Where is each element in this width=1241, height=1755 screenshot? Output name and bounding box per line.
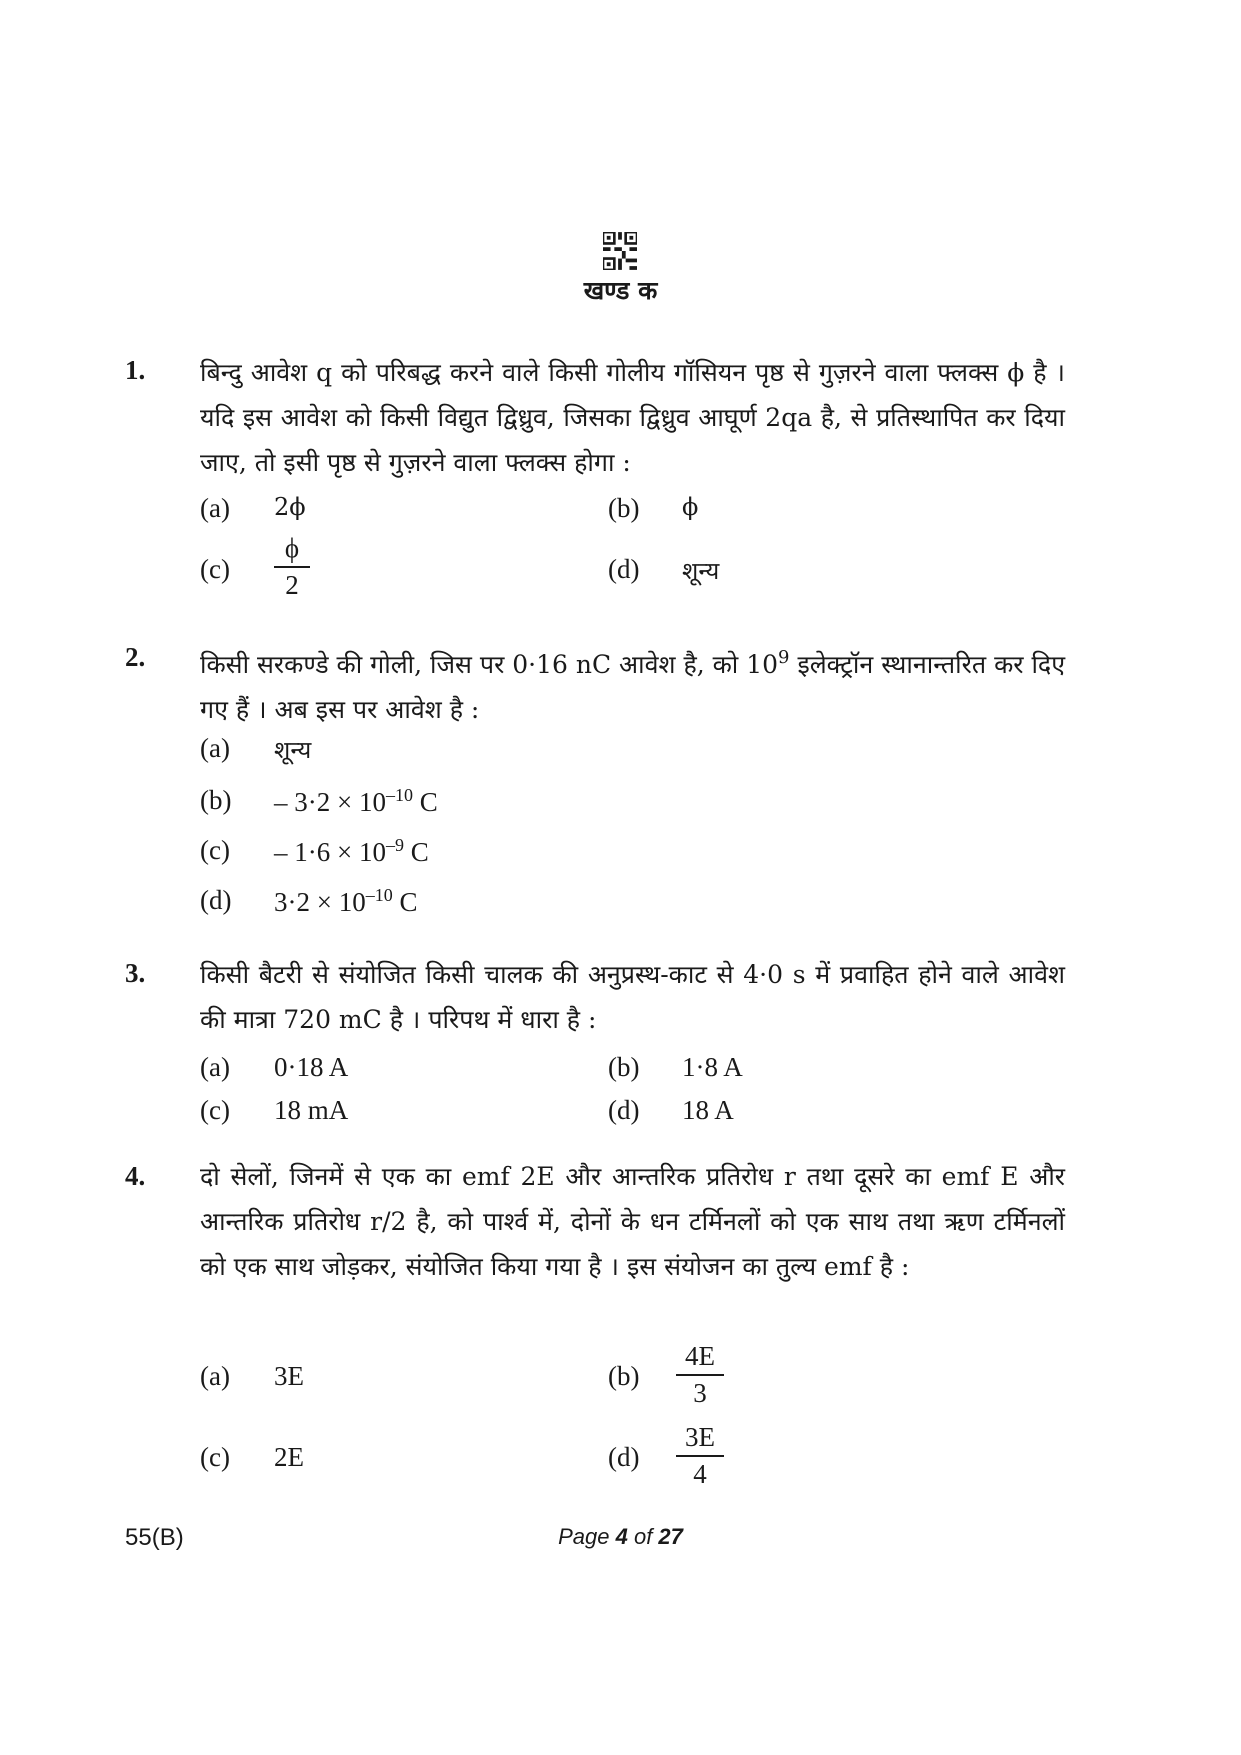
option-value: 2E <box>274 1442 304 1472</box>
fraction-numerator: 3E <box>676 1422 724 1457</box>
fraction <box>676 1422 724 1490</box>
option-value: 3E <box>274 1361 304 1391</box>
option-label: (c) <box>200 835 230 865</box>
fraction-numerator: 4E <box>676 1341 724 1376</box>
question-text-part: इलेक्ट्रॉन स्थानान्तरित कर दिए गए हैं । अब इस पर आवेश है : <box>200 650 1066 724</box>
question-text: किसी बैटरी से संयोजित किसी चालक की अनुप्रस्थ-काट से 4·0 s में प्रवाहित होने वाले आवेश की मात्रा 720 mC है । परिपथ में धारा है : <box>200 960 1065 1034</box>
option-label: (b) <box>200 785 232 815</box>
section-title: खण्ड क <box>583 276 658 305</box>
option-value: शून्य <box>274 736 312 764</box>
option-base: – 1·6 × 10 <box>274 837 386 867</box>
page-separator: of <box>627 1524 659 1549</box>
option-value: 1·8 A <box>682 1052 743 1082</box>
option-unit: C <box>392 887 418 917</box>
question-text <box>200 635 1065 732</box>
option-label: (a) <box>200 493 230 523</box>
option-value: शून्य <box>682 557 720 585</box>
option-label: (d) <box>608 1442 640 1472</box>
fraction <box>274 533 310 601</box>
option-label: (c) <box>200 1442 230 1472</box>
option-base: 3·2 × 10 <box>274 887 366 917</box>
exponent: –10 <box>385 785 413 805</box>
qr-code-icon <box>603 232 637 270</box>
option-value <box>274 835 429 868</box>
option-value: ϕ <box>682 493 699 521</box>
page-prefix: Page <box>558 1524 616 1549</box>
exponent: 9 <box>778 647 790 668</box>
question-number: 1. <box>125 355 146 385</box>
option-label: (d) <box>200 885 232 915</box>
option-label: (d) <box>608 1095 640 1125</box>
option-label: (b) <box>608 493 640 523</box>
page-total: 27 <box>658 1524 683 1549</box>
option-base: – 3·2 × 10 <box>274 787 386 817</box>
fraction-numerator: ϕ <box>274 533 310 568</box>
option-unit: C <box>403 837 429 867</box>
paper-code: 55(B) <box>125 1524 184 1551</box>
option-label: (b) <box>608 1361 640 1391</box>
option-value <box>274 785 438 818</box>
option-value: 0·18 A <box>274 1052 349 1082</box>
question-text-part: किसी सरकण्डे की गोली, जिस पर 0·16 nC आवेश है, को 10 <box>200 650 779 679</box>
option-unit: C <box>412 787 438 817</box>
fraction-denominator: 2 <box>285 570 299 600</box>
exponent: –10 <box>365 885 393 905</box>
question-text: बिन्दु आवेश q को परिबद्ध करने वाले किसी गोलीय गॉसियन पृष्ठ से गुज़रने वाला फ्लक्स ϕ है । यदि इस आवेश को किसी विद्युत द्विध्रुव, जिसका द्विध्रुव आघूर्ण 2qa है, से प्रतिस्थापित कर दिया जाए, तो इसी पृष्ठ से गुज़रने वाला फ्लक्स होगा : <box>200 358 1065 477</box>
option-value: 18 mA <box>274 1095 349 1125</box>
fraction-denominator: 4 <box>693 1459 707 1489</box>
option-label: (b) <box>608 1052 640 1082</box>
option-label: (a) <box>200 1052 230 1082</box>
question-number: 3. <box>125 958 146 988</box>
fraction <box>676 1341 724 1409</box>
page-current: 4 <box>615 1524 628 1549</box>
option-label: (a) <box>200 733 230 763</box>
question-number: 2. <box>125 642 146 672</box>
question-number: 4. <box>125 1161 146 1191</box>
option-label: (c) <box>200 1095 230 1125</box>
exponent: –9 <box>385 835 404 855</box>
question-text: दो सेलों, जिनमें से एक का emf 2E और आन्तरिक प्रतिरोध r तथा दूसरे का emf E और आन्तरिक प्रतिरोध r/2 है, को पार्श्व में, दोनों के धन टर्मिनलों को एक साथ तथा ऋण टर्मिनलों को एक साथ जोड़कर, संयोजित किया गया है । इस संयोजन का तुल्य emf है : <box>200 1162 1065 1281</box>
option-value: 18 A <box>682 1095 734 1125</box>
fraction-denominator: 3 <box>693 1378 707 1408</box>
option-label: (c) <box>200 554 230 584</box>
option-label: (d) <box>608 554 640 584</box>
page-number <box>0 1524 1241 1550</box>
option-value: 2ϕ <box>274 493 306 521</box>
option-value <box>274 885 417 918</box>
option-label: (a) <box>200 1361 230 1391</box>
